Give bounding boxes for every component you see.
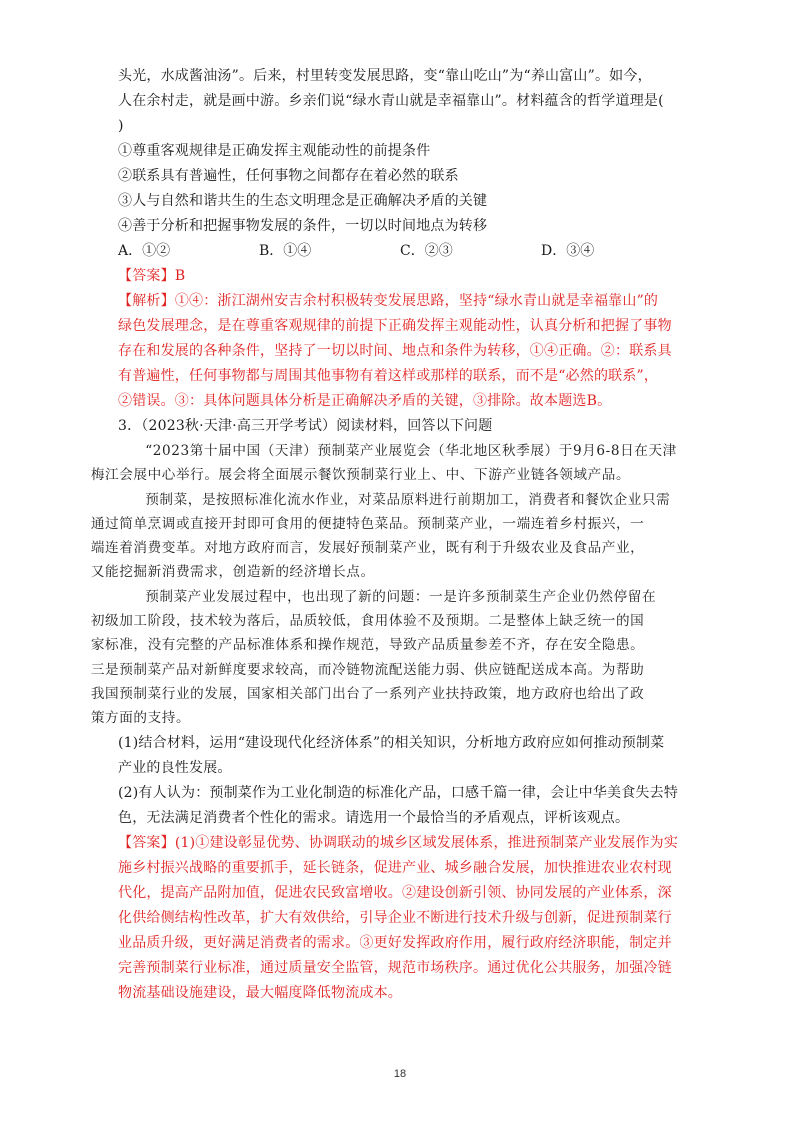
q2-answer bbox=[118, 264, 684, 289]
q2-statement-1: ①尊重客观规律是正确发挥主观能动性的前提条件 bbox=[118, 143, 431, 159]
q2-stem-line-2: 人在余村走，就是画中游。乡亲们说“绿水青山就是幸福靠山”。材料蕴含的哲学道理是( bbox=[118, 93, 664, 109]
q2-answer-value: B bbox=[174, 268, 186, 284]
q3-sub2-line-2: 色，无法满足消费者个性化的需求。请选用一个最恰当的矛盾观点，评析该观点。 bbox=[118, 809, 630, 826]
q2-statement-2: ②联系具有普遍性，任何事物之间都存在着必然的联系 bbox=[118, 168, 459, 184]
q3-material-3-line-4: 三是预制菜产品对新鲜度要求较高，而冷链物流配送能力弱、供应链配送成本高。为帮助 bbox=[90, 661, 645, 678]
q2-analysis-label: 【解析】 bbox=[118, 293, 175, 309]
q3-material-1-line-1: “2023第十届中国（天津）预制菜产业展览会（华北地区秋季展）于9月6-8日在天津 bbox=[145, 443, 677, 459]
q3-material-1-line-2: 梅江会展中心举行。展会将全面展示餐饮预制菜行业上、中、下游产业链各领域产品。 bbox=[90, 467, 631, 484]
q3-sub1-line-1: (1)结合材料，运用“建设现代化经济体系”的相关知识，分析地方政府应如何推动预制菜 bbox=[118, 734, 665, 751]
q2-stem-line-1: 头光，水成酱油汤”。后来，村里转变发展思路，变“靠山吃山”为“养山富山”。如今， bbox=[118, 68, 652, 84]
q3-material-para-1 bbox=[90, 439, 684, 488]
q3-material-3-line-6: 策方面的支持。 bbox=[90, 710, 191, 727]
q3-material bbox=[90, 439, 684, 731]
q2-analysis-line-3: 存在和发展的各种条件，坚持了一切以时间、地点和条件为转移，①④正确。②：联系具 bbox=[118, 343, 672, 359]
q3-sub2-line-1: (2)有人认为：预制菜作为工业化制造的标准化产品，口感千篇一律，会让中华美食失去特 bbox=[118, 784, 679, 801]
q2-analysis-line-4: 有普遍性，任何事物都与周围其他事物有着这样或那样的联系，而不是“必然的联系”， bbox=[118, 368, 659, 384]
q3-sub1-line-2: 产业的良性发展。 bbox=[118, 759, 232, 776]
q3-material-2-line-2: 通过简单烹调或直接开封即可食用的便捷特色菜品。预制菜产业，一端连着乡村振兴，一 bbox=[90, 515, 645, 532]
q3-material-3-line-1: 预制菜产业发展过程中，也出现了新的问题：一是许多预制菜生产企业仍然停留在 bbox=[145, 588, 657, 605]
q2-option-d: D．③④ bbox=[541, 243, 595, 259]
q2-analysis-line-5: ②错误。③：具体问题具体分析是正确解决矛盾的关键，③排除。故本题选B。 bbox=[118, 393, 612, 409]
q2-option-b: B．①④ bbox=[259, 243, 312, 259]
q3-material-para-3 bbox=[90, 585, 684, 731]
q2-analysis-line-2: 绿色发展理念，是在尊重客观规律的前提下正确发挥主观能动性，认真分析和把握了事物 bbox=[118, 318, 672, 334]
q2-statement-3: ③人与自然和谐共生的生态文明理念是正确解决矛盾的关键 bbox=[118, 193, 488, 209]
q3-answer-text-1: (1)①建设彰显优势、协调联动的城乡区域发展体系，推进预制菜产业发展作为实 bbox=[174, 834, 679, 851]
q3-answer-line-3: 代化，提高产品附加值，促进农民致富增收。②建设创新引领、协同发展的产业体系，深 bbox=[118, 884, 672, 901]
q3-title: 3．（2023秋·天津·高三开学考试）阅读材料，回答以下问题 bbox=[118, 418, 493, 434]
q2-statement-4: ④善于分析和把握事物发展的条件，一切以时间地点为转移 bbox=[118, 218, 488, 234]
page-content bbox=[90, 64, 684, 1006]
q2-stem-line-3: ) bbox=[118, 118, 124, 134]
q2-analysis-text-1: ①④：浙江湖州安吉余村积极转变发展思路，坚持“绿水青山就是幸福靠山”的 bbox=[174, 293, 659, 309]
q3-answer-line-5: 业品质升级，更好满足消费者的需求。③更好发挥政府作用，履行政府经济职能，制定并 bbox=[118, 934, 672, 951]
q3-material-2-line-1: 预制菜，是按照标准化流水作业，对菜品原料进行前期加工，消费者和餐饮企业只需 bbox=[145, 491, 671, 508]
q2-option-a: A．①② bbox=[118, 243, 171, 259]
q2-options bbox=[118, 239, 684, 264]
q3-answer-line-6: 完善预制菜行业标准，通过质量安全监管，规范市场秩序。通过优化公共服务，加强冷链 bbox=[118, 959, 672, 976]
q2-analysis-line-1 bbox=[118, 289, 684, 314]
q3-material-2-line-3: 端连着消费变革。对地方政府而言，发展好预制菜产业，既有利于升级农业及食品产业， bbox=[90, 540, 645, 557]
q3-material-3-line-2: 初级加工阶段，技术较为落后，品质较低，食用体验不及预期。二是整体上缺乏统一的国 bbox=[90, 613, 645, 630]
q3-answer-line-2: 施乡村振兴战略的重要抓手，延长链条，促进产业、城乡融合发展，加快推进农业农村现 bbox=[118, 859, 672, 876]
q2-answer-label: 【答案】 bbox=[118, 268, 175, 284]
q3-material-2-line-4: 又能挖掘新消费需求，创造新的经济增长点。 bbox=[90, 564, 375, 581]
q3-material-para-2 bbox=[90, 488, 684, 585]
q3-material-3-line-3: 家标准，没有完整的产品标准体系和操作规范，导致产品质量参差不齐，存在安全隐患。 bbox=[90, 637, 645, 654]
q3-answer-label: 【答案】 bbox=[118, 834, 175, 851]
q3-material-3-line-5: 我国预制菜行业的发展，国家相关部门出台了一系列产业扶持政策，地方政府也给出了政 bbox=[90, 685, 645, 702]
q3-answer-line-1 bbox=[118, 831, 684, 856]
q2-option-c: C．②③ bbox=[400, 243, 453, 259]
q3-answer-line-4: 化供给侧结构性改革，扩大有效供给，引导企业不断进行技术升级与创新，促进预制菜行 bbox=[118, 909, 672, 926]
q3-answer-line-7: 物流基础设施建设，最大幅度降低物流成本。 bbox=[118, 984, 402, 1001]
page-number: 18 bbox=[393, 1068, 407, 1080]
